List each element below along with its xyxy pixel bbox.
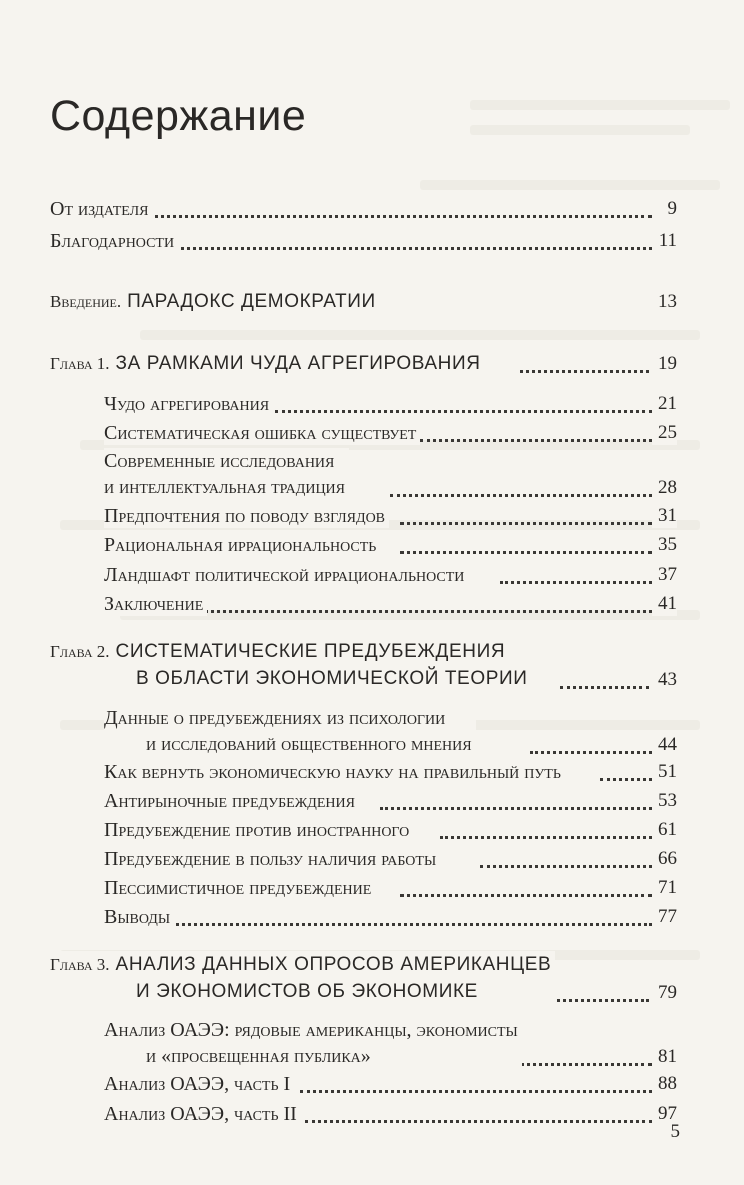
bleed-through-line <box>140 330 700 340</box>
toc-entry-label: Пессимистичное предубеждение <box>104 876 375 900</box>
chapter-heading: АНАЛИЗ ДАННЫХ ОПРОСОВ АМЕРИКАНЦЕВ <box>115 954 552 975</box>
dot-leader <box>480 865 652 868</box>
chapter-prefix: Введение. <box>50 292 122 311</box>
toc-page-number: 88 <box>652 1072 677 1096</box>
toc-entry-label: Антирыночные предубеждения <box>104 789 359 813</box>
toc-entry[interactable] <box>0 531 744 561</box>
toc-entry-label: Благодарности <box>50 229 178 253</box>
dot-leader <box>560 686 649 689</box>
bleed-through-line <box>420 180 720 190</box>
toc-entry-label: Как вернуть экономическую науку на правильный путь <box>104 760 565 784</box>
toc-entry-label: Ландшафт политической иррациональности <box>104 563 468 587</box>
folio-page-number: 5 <box>670 1121 680 1142</box>
bleed-through-line <box>470 125 690 135</box>
toc-entry[interactable] <box>0 502 744 532</box>
dot-leader <box>500 581 652 584</box>
bleed-through-header <box>0 35 744 51</box>
toc-chapter-entry[interactable] <box>0 288 744 318</box>
dot-leader <box>380 807 652 810</box>
toc-entry-label-line: Современные исследования <box>104 450 335 472</box>
toc-entry-label-line: и «просвещенная публика» <box>146 1045 371 1067</box>
toc-entry[interactable] <box>0 195 744 225</box>
toc-chapter-label <box>50 638 532 692</box>
toc-entry-label-line: и исследований общественного мнения <box>146 733 472 755</box>
toc-page-number: 51 <box>652 760 677 784</box>
dot-leader <box>305 1120 652 1123</box>
page-title: Содержание <box>50 92 307 140</box>
toc-page-number: 21 <box>652 392 677 416</box>
toc-page-number: 53 <box>652 789 677 813</box>
toc-entry[interactable] <box>0 1017 744 1073</box>
toc-entry-label: Анализ ОАЭЭ, часть I <box>104 1072 294 1096</box>
toc-entry[interactable] <box>0 874 744 904</box>
chapter-prefix: Глава 3. <box>50 955 110 974</box>
toc-entry[interactable] <box>0 390 744 420</box>
dot-leader <box>130 215 652 218</box>
chapter-heading: ПАРАДОКС ДЕМОКРАТИИ <box>127 291 376 312</box>
toc-chapter-entry[interactable] <box>0 953 744 1009</box>
toc-chapter-label <box>50 351 485 376</box>
dot-leader <box>300 1090 652 1093</box>
toc-page-number: 79 <box>652 981 677 1005</box>
toc-page-number: 81 <box>652 1045 677 1069</box>
toc-entry[interactable] <box>0 448 744 504</box>
toc-page-number: 61 <box>652 818 677 842</box>
dot-leader <box>400 551 652 554</box>
toc-entry-label <box>104 705 476 757</box>
toc-chapter-entry[interactable] <box>0 350 744 380</box>
toc-entry[interactable] <box>0 816 744 846</box>
toc-entry-label-line: Данные о предубеждениях из психологии <box>104 707 446 729</box>
toc-page-number: 31 <box>652 504 677 528</box>
toc-entry-label: Предубеждение против иностранного <box>104 818 413 842</box>
toc-entry-label: Чудо агрегирования <box>104 392 273 416</box>
toc-entry[interactable] <box>0 787 744 817</box>
toc-page-number: 97 <box>652 1102 677 1126</box>
toc-page-number: 11 <box>653 229 677 253</box>
toc-page-number: 37 <box>652 563 677 587</box>
toc-page-number: 25 <box>652 421 677 445</box>
chapter-heading: В ОБЛАСТИ ЭКОНОМИЧЕСКОЙ ТЕОРИИ <box>136 668 528 689</box>
toc-entry[interactable] <box>0 758 744 788</box>
toc-entry-label: Анализ ОАЭЭ, часть II <box>104 1102 301 1126</box>
toc-page-number: 71 <box>652 876 677 900</box>
toc-entry[interactable] <box>0 419 744 449</box>
toc-entry-label <box>104 448 349 500</box>
toc-page-number: 77 <box>652 905 677 929</box>
chapter-prefix: Глава 2. <box>50 642 110 661</box>
toc-entry-label <box>104 1017 522 1069</box>
dot-leader <box>520 370 649 373</box>
toc-entry-label: Предубеждение в пользу наличия работы <box>104 847 440 871</box>
toc-page-number: 13 <box>652 290 677 314</box>
chapter-heading: СИСТЕМАТИЧЕСКИЕ ПРЕДУБЕЖДЕНИЯ <box>115 641 506 662</box>
dot-leader <box>440 836 652 839</box>
toc-entry-label: Предпочтения по поводу взглядов <box>104 504 389 528</box>
dot-leader <box>140 247 652 250</box>
toc-page-number: 19 <box>652 352 677 376</box>
toc-page-number: 35 <box>652 533 677 557</box>
toc-entry[interactable] <box>0 1100 744 1130</box>
dot-leader <box>530 751 652 754</box>
toc-entry[interactable] <box>0 705 744 761</box>
dot-leader <box>420 439 652 442</box>
dot-leader <box>275 410 652 413</box>
toc-entry-label-line: и интеллектуальная традиция <box>104 476 345 498</box>
toc-entry-label: От издателя <box>50 197 152 221</box>
toc-entry[interactable] <box>0 1070 744 1100</box>
toc-chapter-entry[interactable] <box>0 640 744 696</box>
dot-leader <box>400 522 652 525</box>
chapter-prefix: Глава 1. <box>50 354 110 373</box>
toc-entry[interactable] <box>0 590 744 620</box>
toc-entry-label: Выводы <box>104 905 174 929</box>
toc-entry[interactable] <box>0 227 744 257</box>
dot-leader <box>200 610 652 613</box>
toc-entry-label: Заключение <box>104 592 207 616</box>
toc-page-number: 28 <box>652 476 677 500</box>
toc-page-number: 41 <box>652 592 677 616</box>
toc-page-number: 66 <box>652 847 677 871</box>
dot-leader <box>600 778 652 781</box>
toc-page-number: 9 <box>662 197 678 221</box>
toc-entry-label-line: Анализ ОАЭЭ: рядовые американцы, экономисты <box>104 1019 518 1041</box>
bleed-through-line <box>470 100 730 110</box>
dot-leader <box>165 923 652 926</box>
toc-entry-label: Рациональная иррациональность <box>104 533 380 557</box>
toc-page-number: 43 <box>652 668 677 692</box>
dot-leader <box>400 894 652 897</box>
chapter-heading: ЗА РАМКАМИ ЧУДА АГРЕГИРОВАНИЯ <box>115 353 481 374</box>
toc-entry[interactable] <box>0 561 744 591</box>
dot-leader <box>390 494 652 497</box>
toc-entry-label: Систематическая ошибка существует <box>104 421 420 445</box>
toc-page-number: 44 <box>652 733 677 757</box>
toc-entry[interactable] <box>0 903 744 933</box>
toc-chapter-label <box>50 951 555 1005</box>
toc-chapter-label <box>50 289 396 314</box>
toc-entry[interactable] <box>0 845 744 875</box>
chapter-heading: И ЭКОНОМИСТОВ ОБ ЭКОНОМИКЕ <box>136 981 478 1002</box>
